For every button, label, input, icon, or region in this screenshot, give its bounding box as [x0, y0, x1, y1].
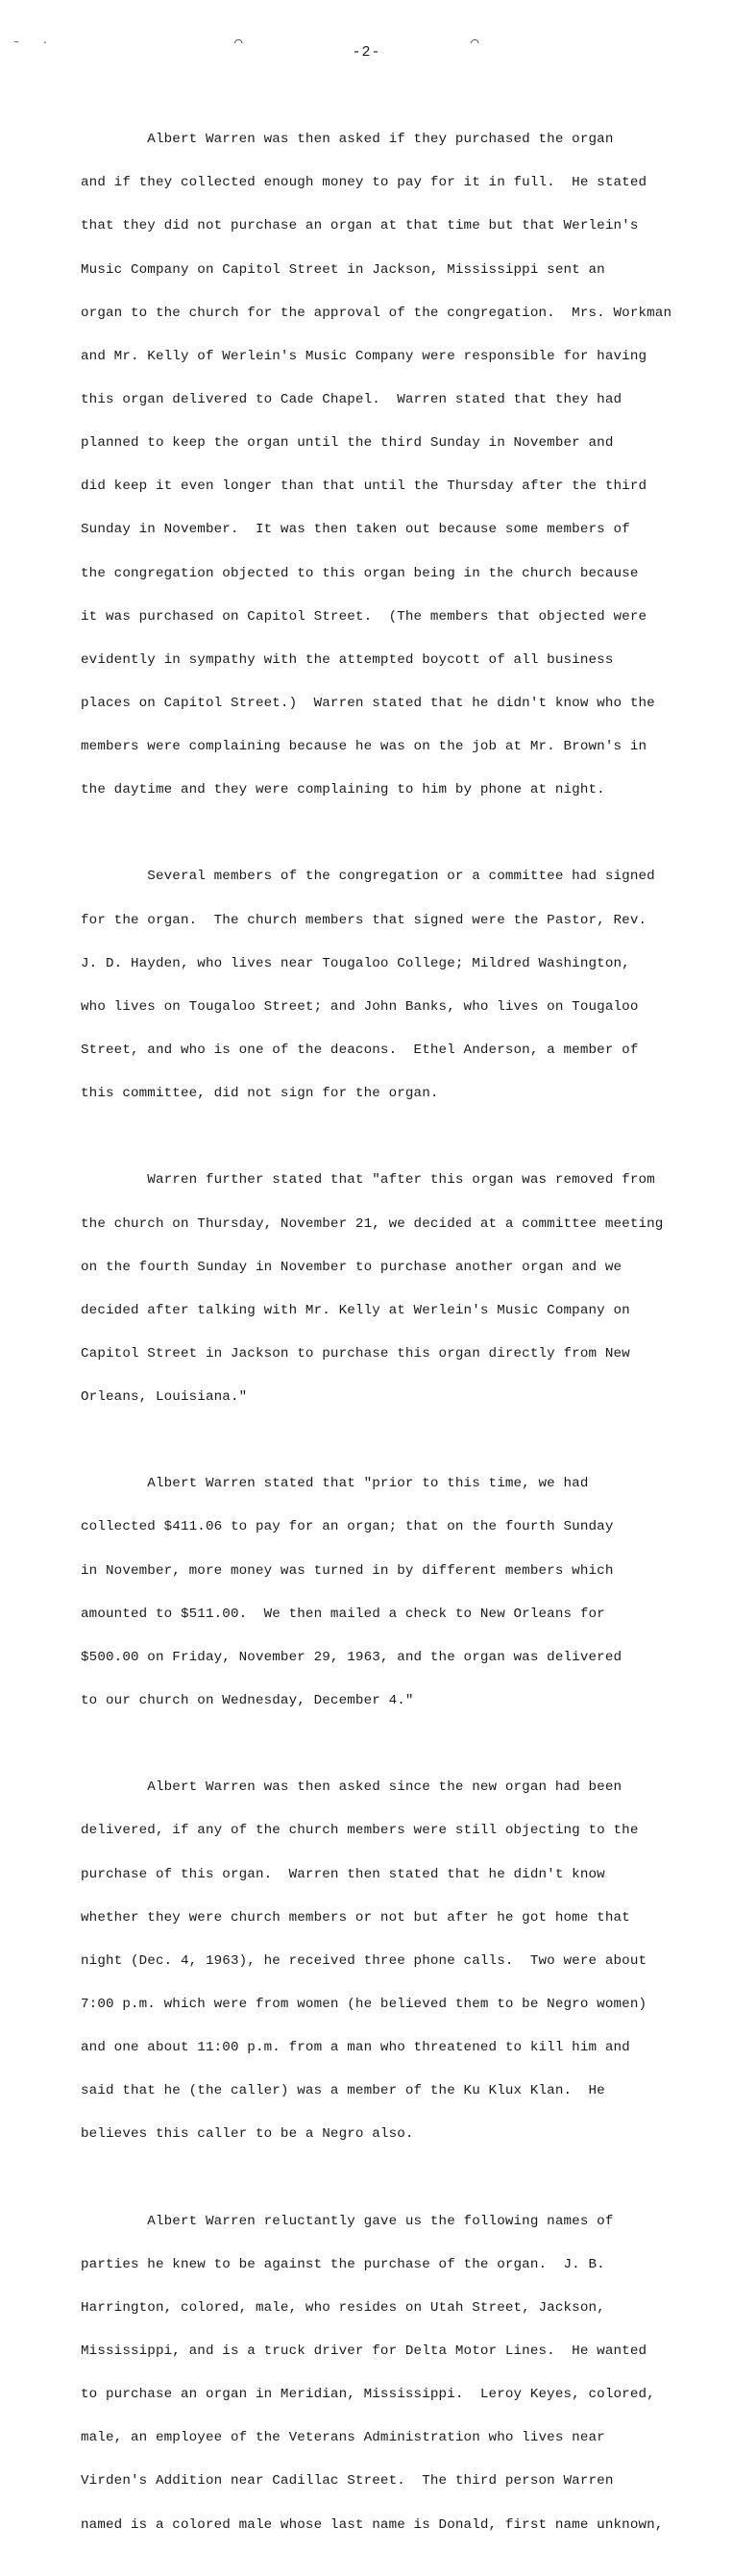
- text-line: parties he knew to be against the purchase of the organ. J. B.: [81, 2256, 605, 2272]
- text-line: Street, and who is one of the deacons. Ethel Anderson, a member of: [81, 1043, 639, 1058]
- text-line: Orleans, Louisiana.": [81, 1389, 248, 1406]
- text-line: said that he (the caller) was a member of the Ku Klux Klan. He: [81, 2083, 605, 2099]
- text-line: $500.00 on Friday, November 29, 1963, and the organ was delivered: [81, 1649, 623, 1665]
- text-line: whether they were church members or not but after he got home that: [81, 1909, 630, 1926]
- text-line: organ to the church for the approval of the congregation. Mrs. Workman: [81, 305, 672, 321]
- text-line: to our church on Wednesday, December 4.": [81, 1693, 414, 1709]
- text-line: the daytime and they were complaining to him by phone at night.: [81, 782, 605, 798]
- text-line: Music Company on Capitol Street in Jackson, Mississippi sent an: [81, 261, 605, 278]
- text-line: who lives on Tougaloo Street; and John Banks, who lives on Tougaloo: [81, 998, 639, 1015]
- text-line: Albert Warren reluctantly gave us the following names of: [81, 2213, 614, 2229]
- text-line: for the organ. The church members that signed were the Pastor, Rev.: [81, 912, 647, 928]
- text-line: Harrington, colored, male, who resides on Utah Street, Jackson,: [81, 2299, 605, 2316]
- text-line: this organ delivered to Cade Chapel. Warren stated that they had: [81, 391, 623, 407]
- paragraph-organ-approval: [81, 104, 705, 826]
- text-line: night (Dec. 4, 1963), he received three phone calls. Two were about: [81, 1952, 647, 1969]
- scan-artifact-mark: ⌒: [471, 36, 479, 51]
- text-line: amounted to $511.00. We then mailed a check to New Orleans for: [81, 1606, 605, 1622]
- text-line: and Mr. Kelly of Werlein's Music Company were responsible for having: [81, 348, 647, 364]
- text-line: places on Capitol Street.) Warren stated that he didn't know who the: [81, 695, 655, 711]
- text-line: and one about 11:00 p.m. from a man who threatened to kill him and: [81, 2040, 630, 2056]
- text-line: Capitol Street in Jackson to purchase this organ directly from New: [81, 1345, 630, 1362]
- text-line: Mississippi, and is a truck driver for Delta Motor Lines. He wanted: [81, 2343, 647, 2360]
- text-line: planned to keep the organ until the third Sunday in November and: [81, 435, 614, 452]
- text-line: that they did not purchase an organ at that time but that Werlein's: [81, 218, 639, 234]
- text-line: the church on Thursday, November 21, we decided at a committee meeting: [81, 1215, 664, 1232]
- text-line: Albert Warren was then asked since the new organ had been: [81, 1779, 623, 1796]
- text-line: Albert Warren was then asked if they purchased the organ: [81, 132, 614, 148]
- text-line: it was purchased on Capitol Street. (The members that objected were: [81, 608, 647, 625]
- text-line: Warren further stated that "after this organ was removed from: [81, 1172, 655, 1189]
- text-line: Albert Warren stated that "prior to this time, we had: [81, 1476, 589, 1492]
- paragraph-opponents: [81, 2186, 705, 2562]
- text-line: delivered, if any of the church members were still objecting to the: [81, 1823, 639, 1839]
- text-line: did keep it even longer than that until the Thursday after the third: [81, 478, 647, 495]
- scan-artifact-mark: ⌒: [234, 36, 243, 51]
- text-line: and if they collected enough money to pay for it in full. He stated: [81, 175, 647, 191]
- paragraph-phone-calls: [81, 1752, 705, 2171]
- text-line: believes this caller to be a Negro also.: [81, 2126, 414, 2143]
- text-line: the congregation objected to this organ being in the church because: [81, 565, 639, 581]
- scan-artifact-mark: ~: [13, 38, 20, 49]
- text-line: male, an employee of the Veterans Administration who lives near: [81, 2430, 605, 2446]
- text-line: J. D. Hayden, who lives near Tougaloo College; Mildred Washington,: [81, 955, 630, 971]
- text-line: members were complaining because he was on the job at Mr. Brown's in: [81, 739, 647, 755]
- paragraph-committee-decision: [81, 1144, 705, 1434]
- text-line: this committee, did not sign for the organ.: [81, 1086, 439, 1102]
- text-line: in November, more money was turned in by different members which: [81, 1562, 614, 1579]
- page-number: -2-: [352, 44, 381, 61]
- text-line: on the fourth Sunday in November to purchase another organ and we: [81, 1259, 623, 1275]
- paragraph-signers: [81, 841, 705, 1130]
- document-body: [81, 104, 705, 2576]
- scan-artifact-mark: ·: [42, 38, 49, 49]
- paragraph-payment: [81, 1448, 705, 1737]
- text-line: purchase of this organ. Warren then stated that he didn't know: [81, 1866, 605, 1882]
- text-line: 7:00 p.m. which were from women (he believed them to be Negro women): [81, 1996, 647, 2012]
- text-line: collected $411.06 to pay for an organ; that on the fourth Sunday: [81, 1519, 614, 1535]
- text-line: Several members of the congregation or a committee had signed: [81, 869, 655, 885]
- text-line: named is a colored male whose last name is Donald, first name unknown,: [81, 2516, 664, 2533]
- text-line: decided after talking with Mr. Kelly at Werlein's Music Company on: [81, 1302, 630, 1318]
- text-line: evidently in sympathy with the attempted boycott of all business: [81, 651, 614, 668]
- text-line: Sunday in November. It was then taken out because some members of: [81, 522, 630, 538]
- text-line: Virden's Addition near Cadillac Street. The third person Warren: [81, 2473, 614, 2490]
- text-line: to purchase an organ in Meridian, Mississippi. Leroy Keyes, colored,: [81, 2387, 655, 2403]
